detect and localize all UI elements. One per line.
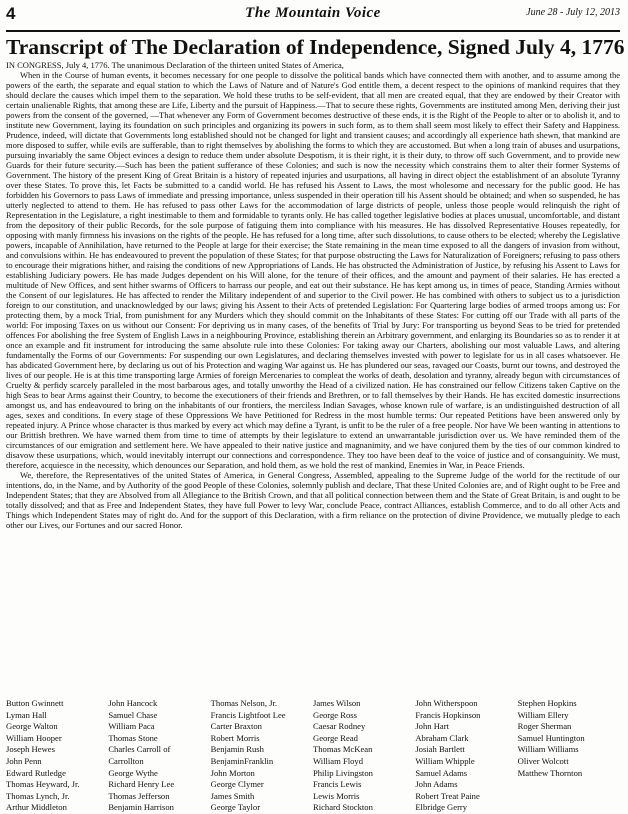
signer-name: Thomas McKean	[312, 744, 373, 755]
signer-name: William Williams	[517, 744, 579, 755]
signer-name: Francis Hopkinson	[415, 709, 481, 720]
signer-name: John Morton	[210, 767, 255, 778]
signer-name: Philip Livingston	[312, 767, 373, 778]
signer-name: Richard Henry Lee	[108, 779, 175, 790]
signer-name: Richard Stockton	[312, 802, 373, 813]
signer-name: Button Gwinnett	[6, 698, 64, 708]
signer-name: Josiah Bartlett	[415, 744, 465, 755]
signer-name: Samuel Huntington	[517, 732, 585, 743]
signers-column	[108, 698, 210, 814]
signer-name: Benjamin Rush	[210, 744, 264, 755]
signer-name: Thomas Nelson, Jr.	[210, 698, 278, 708]
signer-name: John Hancock	[108, 698, 158, 708]
signer-name: Thomas Jefferson	[108, 790, 170, 801]
article-paragraph: When in the Course of human events, it becomes necessary for one people to dissolve the political bands which have connected them with another, and to assume among the powers of the earth, the separate and equal station to which the Laws of Nature and of Nature's God entitle them, a decent respect to the opinions of mankind requires that they should declare the causes which impel them to the separation. We hold these truths to be self-evident, that all men are created equal, that they are endowed by their Creator with certain unalienable Rights, that among these are Life, Liberty and the pursuit of Happiness.—That to secure these rights, Governments are instituted among Men, deriving their just powers from the consent of the governed, —That whenever any Form of Government becomes destructive of these ends, it is the Right of the People to alter or to abolish it, and to institute new Government, laying its foundation on such principles and organizing its powers in such form, as to them shall seem most likely to effect their Safety and Happiness. Prudence, indeed, will dictate that Governments long established should not be changed for light and transient causes; and accordingly all experience hath shewn, that mankind are more disposed to suffer, while evils are sufferable, than to right themselves by abolishing the forms to which they are accustomed. But when a long train of abuses and usurpations, pursuing invariably the same Object evinces a design to reduce them under absolute Despotism, it is their right, it is their duty, to throw off such Government, and to provide new Guards for their future security.—Such has been the patient sufferance of these Colonies; and such is now the necessity which constrains them to alter their former Systems of Government. The history of the present King of Great Britain is a history of repeated injuries and usurpations, all having in direct object the establishment of an absolute Tyranny over these States. To prove this, let Facts be submitted to a candid world. He has refused his Assent to Laws, the most wholesome and necessary for the public good. He has forbidden his Governors to pass Laws of immediate and pressing importance, unless suspended in their operation till his Assent should be obtained; and when so suspended, he has utterly neglected to attend to them. He has refused to pass other Laws for the accommodation of large districts of people, unless those people would relinquish the right of Representation in the Legislature, a right inestimable to them and formidable to tyrants only. He has called together legislative bodies at places unusual, uncomfortable, and distant from the depository of their public Records, for the sole purpose of fatiguing them into compliance with his measures. He has dissolved Representative Houses repeatedly, for opposing with manly firmness his invasions on the rights of the people. He has refused for a long time, after such dissolutions, to cause others to be elected; whereby the Legislative powers, incapable of Annihilation, have returned to the People at large for their exercise; the State remaining in the mean time exposed to all the dangers of invasion from without, and convulsions within. He has endeavoured to prevent the population of these States; for that purpose obstructing the Laws for Naturalization of Foreigners; refusing to pass others to encourage their migrations hither, and raising the conditions of new Appropriations of Lands. He has obstructed the Administration of Justice, by refusing his Assent to Laws for establishing Judiciary powers. He has made Judges dependent on his Will alone, for the tenure of their offices, and the amount and payment of their salaries. He has erected a multitude of New Offices, and sent hither swarms of Officers to harrass our people, and eat out their substance. He has kept among us, in times of peace, Standing Armies without the Consent of our legislatures. He has affected to render the Military independent of and superior to the Civil power. He has combined with others to subject us to a jurisdiction foreign to our constitution, and unacknowledged by our laws; giving his Assent to their Acts of pretended Legislation: For Quartering large bodies of armed troops among us: For protecting them, by a mock Trial, from punishment for any Murders which they should commit on the Inhabitants of these States: For cutting off our Trade with all parts of the world: For imposing Taxes on us without our Consent: For depriving us in many cases, of the benefits of Trial by Jury: For transporting us beyond Seas to be tried for pretended offences For abolishing the free System of English Laws in a neighbouring Province, establishing therein an Arbitrary government, and enlarging its Boundaries so as to render it at once an example and fit instrument for introducing the same absolute rule into these Colonies: For taking away our Charters, abolishing our most valuable Laws, and altering fundamentally the Forms of our Governments: For suspending our own Legislatures, and declaring themselves invested with power to legislate for us in all cases whatsoever. He has abdicated Government here, by declaring us out of his Protection and waging War against us. He has plundered our seas, ravaged our Coasts, burnt our towns, and destroyed the lives of our people. He is at this time transporting large Armies of foreign Mercenaries to compleat the works of death, desolation and tyranny, already begun with circumstances of Cruelty & perfidy scarcely paralleled in the most barbarous ages, and totally unworthy the Head of a civilized nation. He has constrained our fellow Citizens taken Captive on the high Seas to bear Arms against their Country, to become the executioners of their friends and Brethren, or to fall themselves by their Hands. He has excited domestic insurrections amongst us, and has endeavoured to bring on the inhabitants of our frontiers, the merciless Indian Savages, whose known rule of warfare, is an undistinguished destruction of all ages, sexes and conditions. In every stage of these Oppressions We have Petitioned for Redress in the most humble terms: Our repeated Petitions have been answered only by repeated injury. A Prince whose character is thus marked by every act which may define a Tyrant, is unfit to be the ruler of a free people. Nor have We been wanting in attentions to our Brittish brethren. We have warned them from time to time of attempts by their legislature to extend an unwarrantable jurisdiction over us. We have reminded them of the circumstances of our emigration and settlement here. We have appealed to their native justice and magnanimity, and we have conjured them by the ties of our common kindred to disavow these usurpations, which, would inevitably interrupt our connections and correspondence. They too have been deaf to the voice of justice and of consanguinity. We must, therefore, acquiesce in the necessity, which denounces our Separation, and hold them, as we hold the rest of mankind, Enemies in War, in Peace Friends.	[6, 70, 620, 470]
signer-name: Roger Sherman	[517, 721, 572, 732]
article-body	[6, 60, 620, 530]
signer-name: Francis Lightfoot Lee	[210, 709, 286, 720]
signer-name: Robert Morris	[210, 732, 260, 743]
signer-name: John Hart	[415, 721, 449, 732]
signer-name: George Taylor	[210, 802, 261, 813]
signer-name: Thomas Heyward, Jr.	[6, 779, 80, 790]
signer-name: Caesar Rodney	[312, 721, 366, 732]
signer-name: George Ross	[312, 709, 357, 720]
article-headline: Transcript of The Declaration of Independence, Signed July 4, 1776	[6, 35, 625, 59]
signers-list	[6, 698, 620, 814]
page-number: 4	[6, 4, 16, 23]
signer-name: William Floyd	[312, 755, 364, 766]
signer-name: Lyman Hall	[6, 709, 47, 720]
signer-name: Edward Rutledge	[6, 767, 66, 778]
signer-name: William Paca	[108, 721, 155, 732]
article-dateline: IN CONGRESS, July 4, 1776. The unanimous Declaration of the thirteen united States of America,	[6, 60, 344, 70]
signers-column	[415, 698, 517, 814]
signer-name: George Clymer	[210, 779, 264, 790]
signer-name: Samuel Adams	[415, 767, 468, 778]
signer-name: Arthur Middleton	[6, 802, 67, 813]
signer-name: Matthew Thornton	[517, 767, 583, 778]
signer-name: George Wythe	[108, 767, 158, 778]
signer-name: Carrollton	[108, 755, 144, 766]
signer-name: Charles Carroll of	[108, 744, 171, 755]
article-paragraph: We, therefore, the Representatives of the united States of America, in General Congress, Assembled, appealing to the Supreme Judge of the world for the rectitude of our intentions, do, in the Name, and by Authority of the good People of these Colonies, solemnly publish and declare, That these United Colonies are, and of Right ought to be Free and Independent States; that they are Absolved from all Allegiance to the British Crown, and that all political connection between them and the State of Great Britain, is and ought to be totally dissolved; and that as Free and Independent States, they have full Power to levy War, conclude Peace, contract Alliances, establish Commerce, and to do all other Acts and Things which Independent States may of right do. And for the support of this Declaration, with a firm reliance on the protection of divine Providence, we mutually pledge to each other our Lives, our Fortunes and our sacred Honor.	[6, 470, 620, 530]
signers-column	[211, 698, 313, 814]
page-header	[6, 4, 620, 32]
signer-name: Benjamin Harrison	[108, 802, 174, 813]
issue-date: June 28 - July 12, 2013	[526, 7, 620, 18]
signer-name: Lewis Morris	[312, 790, 360, 801]
signer-name: BenjaminFranklin	[210, 755, 274, 766]
signer-name: Joseph Hewes	[6, 744, 55, 755]
signer-name: Robert Treat Paine	[415, 790, 480, 801]
signer-name: John Penn	[6, 755, 42, 766]
signer-name: Francis Lewis	[312, 779, 362, 790]
signer-name: Abraham Clark	[415, 732, 469, 743]
signer-name: James Wilson	[312, 698, 361, 708]
signer-name: William Ellery	[517, 709, 569, 720]
newspaper-title: The Mountain Voice	[245, 5, 381, 21]
signers-column	[518, 698, 620, 814]
signer-name: George Walton	[6, 721, 58, 732]
signers-column	[6, 698, 108, 814]
signer-name: Thomas Lynch, Jr.	[6, 790, 70, 801]
signers-column	[313, 698, 415, 814]
signer-name: William Whipple	[415, 755, 475, 766]
signer-name: George Read	[312, 732, 358, 743]
signer-name: Elbridge Gerry	[415, 802, 468, 813]
signer-name: John Adams	[415, 779, 458, 790]
signer-name: William Hooper	[6, 732, 62, 743]
signer-name: Stephen Hopkins	[517, 698, 577, 708]
signer-name: John Witherspoon	[415, 698, 478, 708]
signer-name: James Smith	[210, 790, 255, 801]
signer-name: Thomas Stone	[108, 732, 158, 743]
signer-name: Oliver Wolcott	[517, 755, 569, 766]
signer-name: Carter Braxton	[210, 721, 262, 732]
signer-name: Samuel Chase	[108, 709, 158, 720]
